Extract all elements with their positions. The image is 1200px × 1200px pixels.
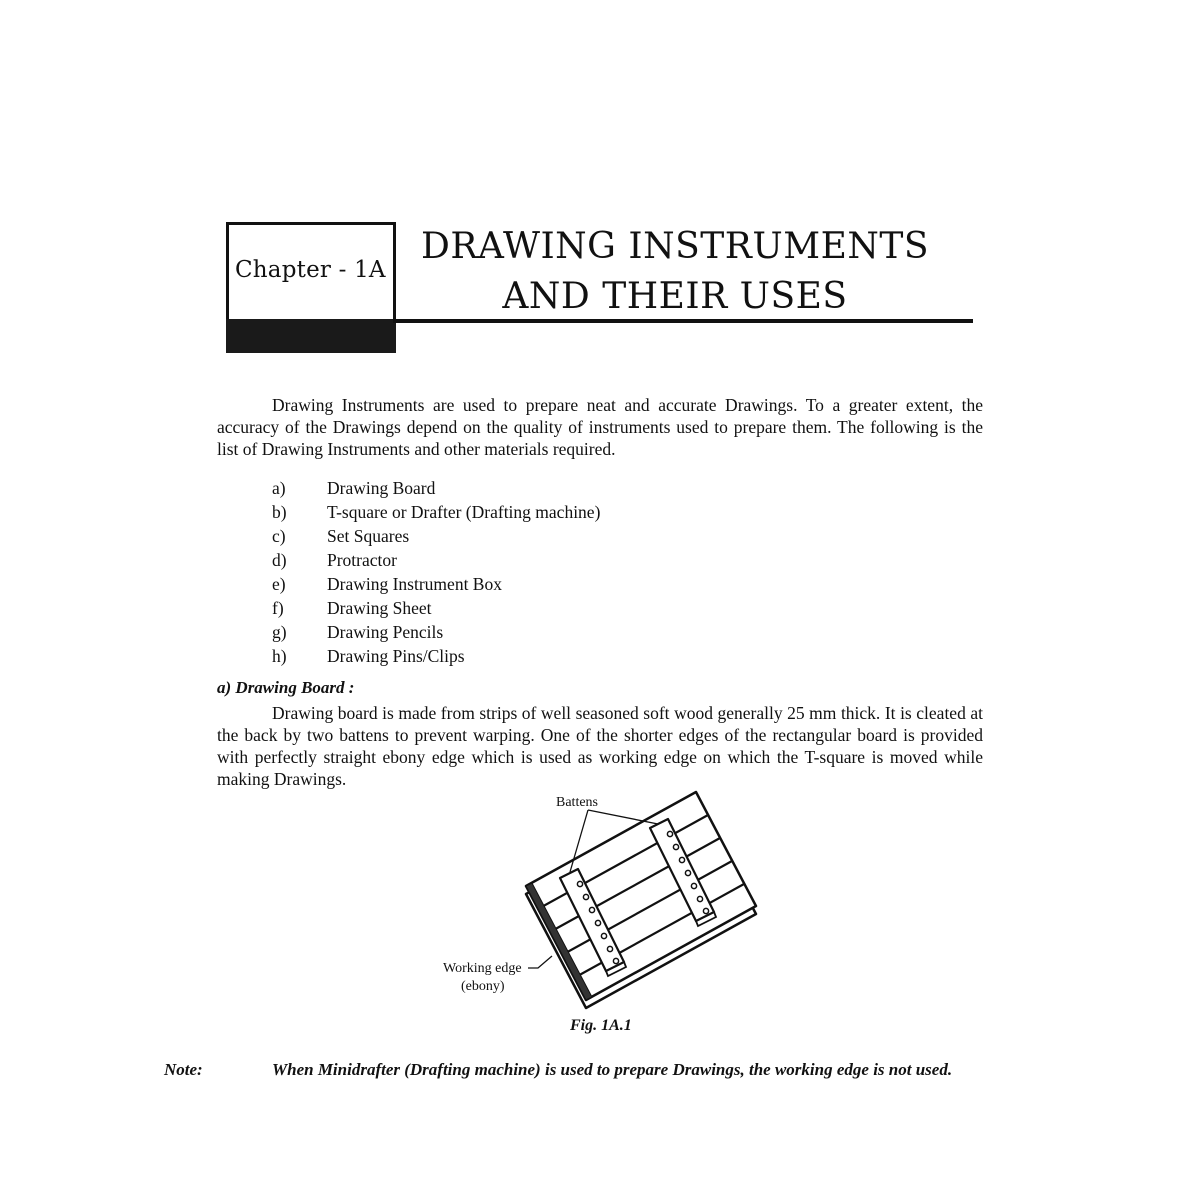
list-item-text: Drawing Sheet <box>327 598 432 618</box>
section-heading-drawing-board: a) Drawing Board : <box>217 678 355 697</box>
list-item-mark: b) <box>272 502 287 522</box>
list-item-text: Protractor <box>327 550 397 570</box>
list-item <box>272 476 600 500</box>
intro-paragraph: Drawing Instruments are used to prepare neat and accurate Drawings. To a greater extent, the accuracy of the Drawings depend on the quality of instruments used to prepare them. The following is the list of Drawing Instruments and other materials required. <box>217 395 983 459</box>
list-item-text: Drawing Instrument Box <box>327 574 502 594</box>
list-item-mark: c) <box>272 526 286 546</box>
chapter-title <box>400 222 950 322</box>
note <box>164 1059 983 1081</box>
list-item-mark: a) <box>272 478 286 498</box>
title-underline <box>393 319 973 323</box>
list-item-mark: d) <box>272 550 287 570</box>
list-item <box>272 620 600 644</box>
chapter-title-line-2: AND THEIR USES <box>502 276 848 317</box>
list-item-text: Set Squares <box>327 526 410 546</box>
drawing-board-illustration <box>420 788 780 1018</box>
ebony-label: (ebony) <box>461 979 505 994</box>
working-edge-label: Working edge <box>443 961 522 976</box>
chapter-title-line-1: DRAWING INSTRUMENTS <box>420 226 930 267</box>
list-item <box>272 572 600 596</box>
list-item <box>272 548 600 572</box>
drawing-board-figure <box>420 788 780 1018</box>
note-label: Note: <box>164 1060 203 1079</box>
chapter-box-band <box>226 319 396 353</box>
list-item-text: Drawing Pencils <box>327 622 444 642</box>
list-item <box>272 524 600 548</box>
battens-label: Battens <box>556 795 598 810</box>
list-item <box>272 596 600 620</box>
list-item-mark: f) <box>272 598 284 618</box>
instrument-list <box>272 476 600 668</box>
list-item-text: Drawing Pins/Clips <box>327 646 465 666</box>
chapter-box <box>226 222 396 353</box>
list-item-text: T-square or Drafter (Drafting machine) <box>327 502 601 522</box>
chapter-label: Chapter - 1A <box>235 257 386 283</box>
list-item <box>272 500 600 524</box>
drawing-board-paragraph: Drawing board is made from strips of well seasoned soft wood generally 25 mm thick. It is cleated at the back by two battens to prevent warping. One of the shorter edges of the rectangular board is provided with perfectly straight ebony edge which is used as working edge on which the T-square is moved while making Drawings. <box>217 703 983 789</box>
list-item-mark: h) <box>272 646 287 666</box>
list-item-text: Drawing Board <box>327 478 436 498</box>
list-item-mark: e) <box>272 574 286 594</box>
list-item <box>272 644 600 668</box>
note-text: When Minidrafter (Drafting machine) is used to prepare Drawings, the working edge is not used. <box>272 1060 953 1079</box>
working-edge-leader <box>528 956 552 968</box>
figure-caption: Fig. 1A.1 <box>570 1017 632 1034</box>
list-item-mark: g) <box>272 622 287 642</box>
